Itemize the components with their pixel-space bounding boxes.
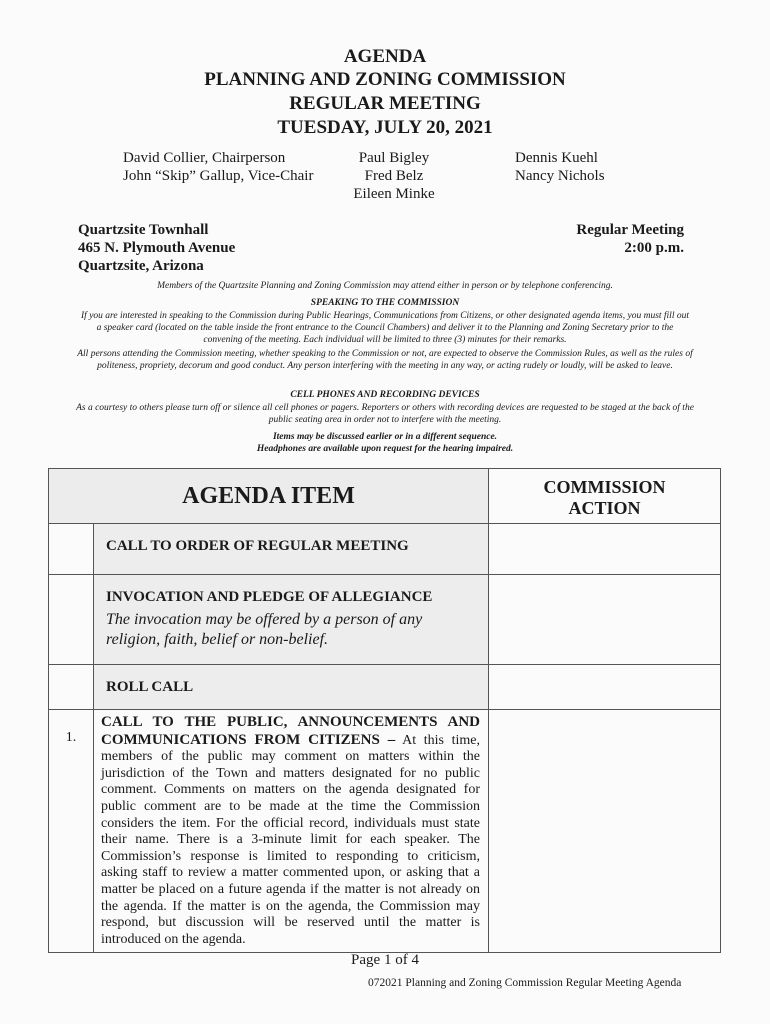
attendance-notice: Members of the Quartzsite Planning and Zoning Commission may attend either in person or by telephone conferencing. <box>157 281 613 291</box>
member-name: Fred Belz <box>364 168 424 184</box>
action-cell <box>489 665 721 710</box>
action-cell <box>489 575 721 665</box>
members-col-2 <box>320 149 468 203</box>
member-name: John “Skip” Gallup, Vice-Chair <box>123 168 314 184</box>
meeting-title: REGULAR MEETING <box>289 93 481 114</box>
row-content <box>94 575 489 665</box>
row-body: At this time, members of the public may comment on matters within the jurisdiction of the Town and matters designated for no public comment. Comments on matters on the agenda designated for public comment are to be made at the time the Commission considers the item. For the official record, individuals must state their name. There is a 3-minute limit for each speaker. The Commission’s response is limited to responding to criticism, asking staff to review a matter commented upon, or asking that a matter be placed on a future agenda if the matter is not already on the agenda. If the matter is on the agenda, the Commission may respond, but discussion will be reserved until the matter is introduced on the agenda. <box>101 732 481 947</box>
meeting-type: Regular Meeting <box>576 222 684 238</box>
meeting-location <box>78 221 235 275</box>
member-name: Eileen Minke <box>353 186 435 202</box>
table-row <box>49 524 721 575</box>
member-name: Nancy Nichols <box>515 168 605 184</box>
row-number <box>49 575 94 665</box>
action-cell <box>489 710 721 953</box>
row-number <box>49 524 94 575</box>
agenda-table <box>48 468 721 953</box>
member-name: Dennis Kuehl <box>515 150 598 166</box>
table-row <box>49 665 721 710</box>
meeting-time-block <box>576 221 684 257</box>
table-header-row <box>49 469 721 524</box>
row-title: INVOCATION AND PLEDGE OF ALLEGIANCE <box>106 589 433 605</box>
speaking-notice: If you are interested in speaking to the Commission during Public Hearings, Communications from Citizens, or other designated agenda items, you must fill out a speaker card (located on the table inside the front entrance to the Council Chambers) and deliver it to the Planning and Zoning Secretary prior to the convening of the meeting. Each individual will be limited to three (3) minutes for their remarks. <box>81 311 689 345</box>
page-number: Page 1 of 4 <box>351 952 419 968</box>
members-col-1 <box>123 149 313 185</box>
row-title: CALL TO ORDER OF REGULAR MEETING <box>94 524 489 575</box>
members-col-3 <box>515 149 605 185</box>
meeting-time: 2:00 p.m. <box>624 240 684 256</box>
table-row <box>49 575 721 665</box>
row-title: CALL TO THE PUBLIC, ANNOUNCEMENTS AND COMMUNICATIONS FROM CITIZENS – <box>101 714 480 748</box>
member-name: David Collier, Chairperson <box>123 150 286 166</box>
meeting-date: TUESDAY, JULY 20, 2021 <box>277 117 493 138</box>
speaking-heading: SPEAKING TO THE COMMISSION <box>310 298 460 308</box>
row-title: ROLL CALL <box>94 665 489 710</box>
table-row <box>49 710 721 953</box>
phones-heading: CELL PHONES AND RECORDING DEVICES <box>290 390 480 400</box>
phones-notice: As a courtesy to others please turn off or silence all cell phones or pagers. Reporters or others with recording devices are requested to be staged at the back of the public seating area in order not to interfere with the meeting. <box>76 403 694 425</box>
commission-action-header <box>489 469 721 524</box>
member-name: Paul Bigley <box>358 150 430 166</box>
agenda-title: AGENDA <box>343 46 427 67</box>
agenda-item-header: AGENDA ITEM <box>49 469 489 524</box>
location-line: 465 N. Plymouth Avenue <box>78 240 236 256</box>
location-line: Quartzsite Townhall <box>78 222 209 238</box>
headphones-note: Headphones are available upon request for the hearing impaired. <box>256 444 514 454</box>
commission-title: PLANNING AND ZONING COMMISSION <box>204 69 566 90</box>
row-subtitle: The invocation may be offered by a person of any religion, faith, belief or non-belief. <box>106 611 423 648</box>
row-number: 1. <box>49 710 94 953</box>
row-number <box>49 665 94 710</box>
action-cell <box>489 524 721 575</box>
action-header-line: ACTION <box>568 498 641 518</box>
sequence-note: Items may be discussed earlier or in a different sequence. <box>272 432 498 442</box>
row-content <box>94 710 489 953</box>
action-header-line: COMMISSION <box>543 477 666 497</box>
location-line: Quartzsite, Arizona <box>78 258 204 274</box>
document-footer: 072021 Planning and Zoning Commission Regular Meeting Agenda <box>368 977 682 989</box>
rules-notice: All persons attending the Commission meeting, whether speaking to the Commission or not, are expected to observe the Commission Rules, as well as the rules of politeness, propriety, decorum and good conduct. Any person interfering with the meeting in any way, or acting rudely or loudly, will be asked to leave. <box>77 349 693 371</box>
